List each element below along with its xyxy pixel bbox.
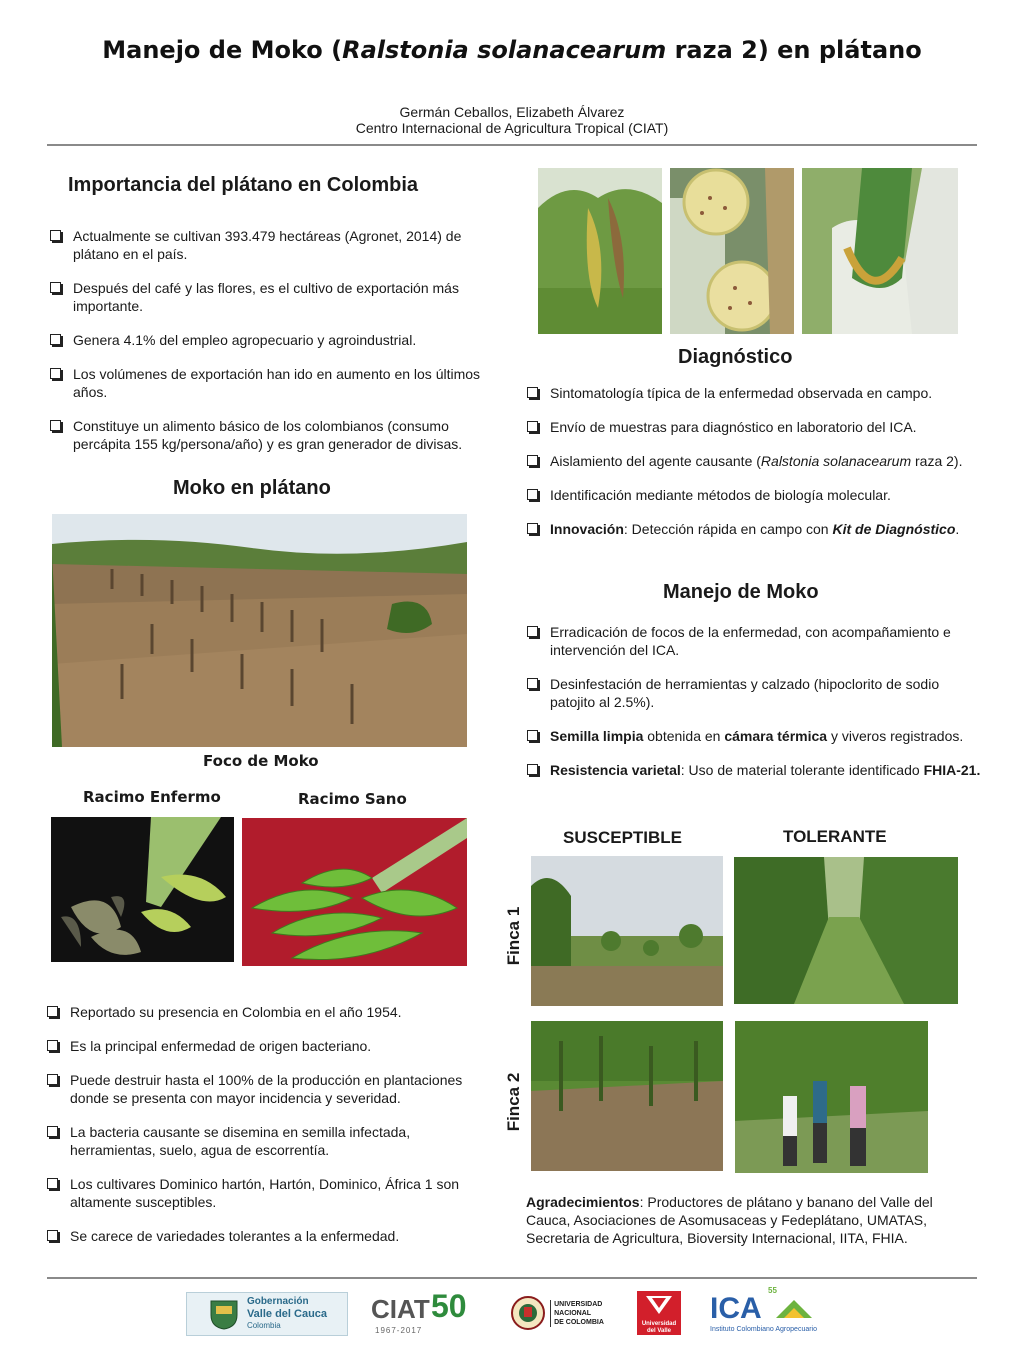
ica-subtitle: Instituto Colombiano Agropecuario <box>710 1326 818 1333</box>
checkbox-bullet-icon <box>527 730 538 741</box>
checkbox-bullet-icon <box>50 334 61 345</box>
acknowledgements <box>526 1193 966 1247</box>
un-seal-icon <box>510 1295 546 1331</box>
checkbox-bullet-icon <box>527 489 538 500</box>
moko-list <box>46 1003 496 1261</box>
checkbox-bullet-icon <box>50 282 61 293</box>
checkbox-bullet-icon <box>527 455 538 466</box>
list-item: Es la principal enfermedad de origen bacteriano. <box>46 1037 496 1055</box>
checkbox-bullet-icon <box>527 421 538 432</box>
ica-wordmark: ICA <box>710 1292 762 1325</box>
uv-line-1: Universidad <box>641 1321 677 1327</box>
ica-logo <box>710 1286 820 1336</box>
ica-55-mark: 55 <box>768 1286 777 1295</box>
list-item: Después del café y las flores, es el cultivo de exportación más importante. <box>49 279 489 315</box>
checkbox-bullet-icon <box>47 1126 58 1137</box>
checkbox-bullet-icon <box>47 1040 58 1051</box>
racimo-sano-photo <box>242 818 467 966</box>
gob-line-2: Valle del Cauca <box>246 1308 328 1320</box>
ciat-wordmark: CIAT <box>371 1294 430 1324</box>
diagnostico-heading: Diagnóstico <box>678 346 793 368</box>
footer-divider <box>47 1277 977 1279</box>
affiliation: Centro Internacional de Agricultura Tropical (CIAT) <box>355 120 669 136</box>
gob-line-3: Colombia <box>246 1321 281 1330</box>
finca-1-tolerante-photo <box>734 857 958 1004</box>
finca-2-susceptible-photo <box>531 1021 723 1171</box>
list-item: Innovación: Detección rápida en campo con Kit de Diagnóstico. <box>526 520 986 538</box>
list-item: Actualmente se cultivan 393.479 hectáreas (Agronet, 2014) de plátano en el país. <box>49 227 489 263</box>
gob-line-1: Gobernación <box>246 1296 309 1307</box>
checkbox-bullet-icon <box>527 678 538 689</box>
un-line-3: DE COLOMBIA <box>554 1318 604 1326</box>
foco-caption: Foco de Moko <box>203 752 319 770</box>
list-item: La bacteria causante se disemina en semilla infectada, herramientas, suelo, agua de escorrentía. <box>46 1123 496 1159</box>
poster-title: Manejo de Moko (Ralstonia solanacearum raza 2) en plátano <box>102 36 922 64</box>
importancia-heading: Importancia del plátano en Colombia <box>68 174 419 196</box>
list-item: Aislamiento del agente causante (Ralstonia solanacearum raza 2). <box>526 452 986 470</box>
ack-text: : Productores de plátano y banano del Valle del Cauca, Asociaciones de Asomusaceas y Fedeplátano, UMATAS, Secretaria de Agricultura, Bioversity Internacional, IITA, FHIA. <box>526 1194 933 1246</box>
checkbox-bullet-icon <box>527 387 538 398</box>
checkbox-bullet-icon <box>47 1230 58 1241</box>
manejo-list <box>526 623 981 795</box>
un-line-1: UNIVERSIDAD <box>554 1300 603 1308</box>
list-item: Puede destruir hasta el 100% de la producción en plantaciones donde se presenta con mayor incidencia y severidad. <box>46 1071 496 1107</box>
finca-1-label: Finca 1 <box>504 906 523 966</box>
checkbox-bullet-icon <box>47 1074 58 1085</box>
checkbox-bullet-icon <box>527 626 538 637</box>
list-item: Desinfestación de herramientas y calzado (hipoclorito de sodio patojito al 2.5%). <box>526 675 981 711</box>
checkbox-bullet-icon <box>47 1006 58 1017</box>
coat-of-arms-icon <box>207 1297 241 1331</box>
tolerante-column-heading: TOLERANTE <box>783 827 887 846</box>
importancia-list <box>49 227 489 469</box>
checkbox-bullet-icon <box>527 523 538 534</box>
list-item: Reportado su presencia en Colombia en el año 1954. <box>46 1003 496 1021</box>
checkbox-bullet-icon <box>527 764 538 775</box>
finca-2-tolerante-photo <box>735 1021 928 1173</box>
manejo-heading: Manejo de Moko <box>663 581 819 603</box>
header-divider <box>47 144 977 146</box>
diseased-plant-photo <box>538 168 662 334</box>
un-line-2: NACIONAL <box>554 1309 592 1317</box>
list-item: Genera 4.1% del empleo agropecuario y agroindustrial. <box>49 331 489 349</box>
vascular-section-photo <box>670 168 794 334</box>
list-item: Semilla limpia obtenida en cámara térmica y viveros registrados. <box>526 727 981 745</box>
list-item: Se carece de variedades tolerantes a la enfermedad. <box>46 1227 496 1245</box>
ciat-years: 1967-2017 <box>375 1326 423 1335</box>
checkbox-bullet-icon <box>50 230 61 241</box>
racimo-sano-caption: Racimo Sano <box>298 790 407 808</box>
list-item: Envío de muestras para diagnóstico en laboratorio del ICA. <box>526 418 986 436</box>
ciat-50-mark: 50 <box>431 1288 467 1324</box>
ica-leaf-icon <box>774 1296 814 1322</box>
gobernacion-valle-logo <box>186 1292 348 1336</box>
uv-line-2: del Valle <box>646 1328 671 1334</box>
universidad-nacional-logo <box>506 1292 608 1334</box>
ack-label: Agradecimientos <box>526 1194 640 1210</box>
diagnostico-list <box>526 384 986 554</box>
universidad-del-valle-logo <box>637 1291 681 1335</box>
moko-heading: Moko en plátano <box>173 477 331 499</box>
racimo-enfermo-caption: Racimo Enfermo <box>83 788 221 806</box>
pseudostem-cut-photo <box>802 168 958 334</box>
susceptible-column-heading: SUSCEPTIBLE <box>563 828 683 847</box>
list-item: Constituye un alimento básico de los colombianos (consumo percápita 155 kg/persona/año) y es gran generador de divisas. <box>49 417 489 453</box>
checkbox-bullet-icon <box>50 368 61 379</box>
checkbox-bullet-icon <box>50 420 61 431</box>
list-item: Los volúmenes de exportación han ido en aumento en los últimos años. <box>49 365 489 401</box>
list-item: Sintomatología típica de la enfermedad observada en campo. <box>526 384 986 402</box>
list-item: Resistencia varietal: Uso de material tolerante identificado FHIA-21. <box>526 761 981 779</box>
foco-de-moko-photo <box>52 514 467 747</box>
univalle-shield-icon <box>644 1294 674 1316</box>
list-item: Los cultivares Dominico hartón, Hartón, Dominico, África 1 son altamente susceptibles. <box>46 1175 496 1211</box>
checkbox-bullet-icon <box>47 1178 58 1189</box>
racimo-enfermo-photo <box>51 817 234 962</box>
list-item: Erradicación de focos de la enfermedad, con acompañamiento e intervención del ICA. <box>526 623 981 659</box>
finca-2-label: Finca 2 <box>504 1072 523 1132</box>
list-item: Identificación mediante métodos de biología molecular. <box>526 486 986 504</box>
ciat-50-logo <box>371 1290 479 1336</box>
finca-1-susceptible-photo <box>531 856 723 1006</box>
authors: Germán Ceballos, Elizabeth Álvarez <box>399 104 625 120</box>
author-block <box>0 104 1024 136</box>
